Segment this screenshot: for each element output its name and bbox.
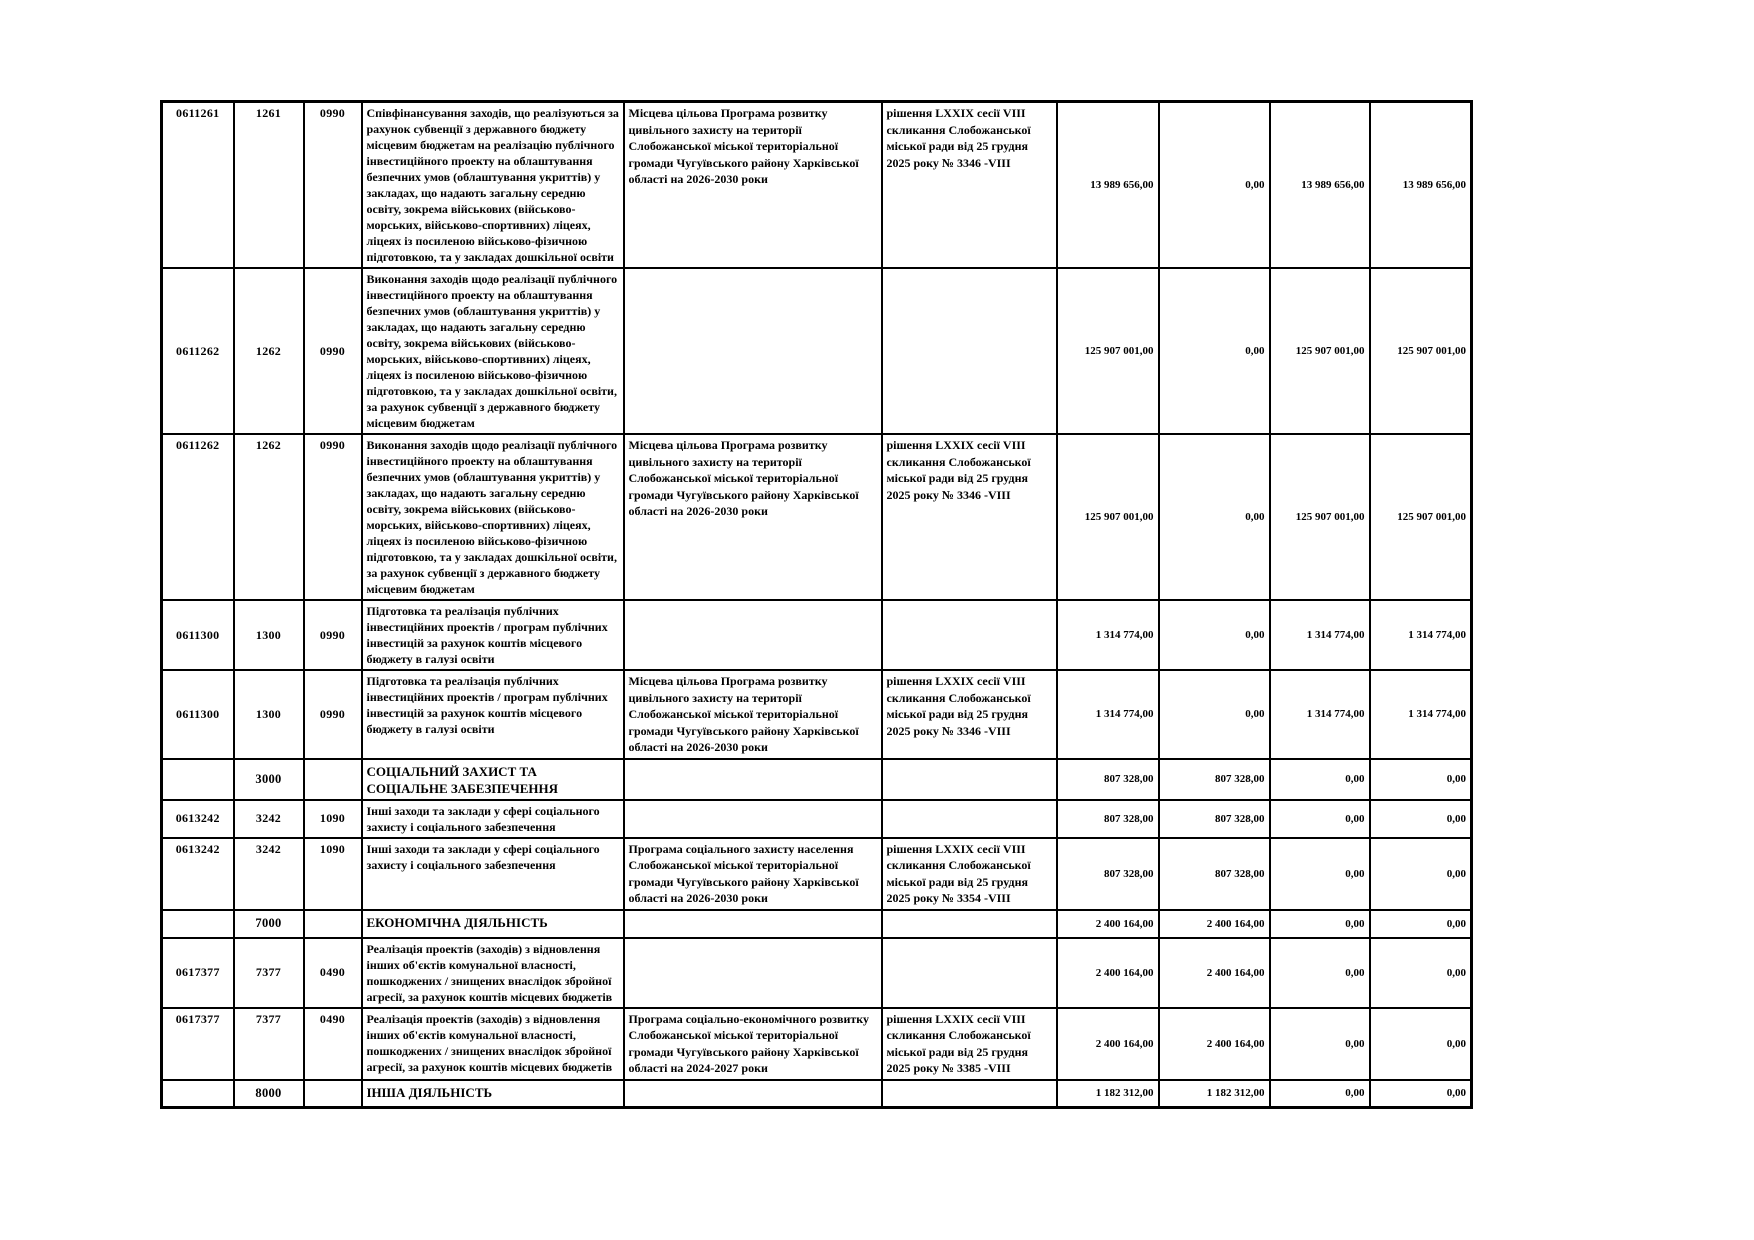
amount-cell: 2 400 164,00 bbox=[1057, 1008, 1159, 1080]
amount-cell: 13 989 656,00 bbox=[1370, 102, 1472, 269]
classification-code-cell: 0990 bbox=[304, 102, 362, 269]
description-cell: Реалізація проектів (заходів) з відновлення інших об'єктів комунальної власності, пошкоджених / знищених внаслідок збройної агресії, за рахунок коштів місцевих бюджетів bbox=[362, 1008, 624, 1080]
functional-code-cell: 3000 bbox=[234, 759, 304, 800]
functional-code-cell: 7377 bbox=[234, 1008, 304, 1080]
amount-cell: 13 989 656,00 bbox=[1270, 102, 1370, 269]
amount-cell: 1 314 774,00 bbox=[1057, 600, 1159, 670]
amount-cell: 1 314 774,00 bbox=[1370, 670, 1472, 759]
functional-code-cell: 1300 bbox=[234, 670, 304, 759]
functional-code-cell: 8000 bbox=[234, 1080, 304, 1108]
amount-cell: 2 400 164,00 bbox=[1159, 1008, 1270, 1080]
functional-code-cell: 1262 bbox=[234, 434, 304, 600]
amount-cell: 0,00 bbox=[1370, 1080, 1472, 1108]
program-name-cell: Місцева цільова Програма розвитку цивільного захисту на території Слобожанської міської територіальної громади Чугуївського району Харківської області на 2026-2030 роки bbox=[624, 102, 882, 269]
amount-cell: 0,00 bbox=[1270, 938, 1370, 1008]
table-row bbox=[162, 800, 1472, 838]
program-code-cell: 0613242 bbox=[162, 838, 234, 910]
amount-cell: 807 328,00 bbox=[1159, 838, 1270, 910]
budget-table bbox=[160, 100, 1473, 1109]
table-row bbox=[162, 838, 1472, 910]
program-code-cell: 0611300 bbox=[162, 600, 234, 670]
decision-reference-cell bbox=[882, 1080, 1057, 1108]
program-name-cell bbox=[624, 800, 882, 838]
program-code-cell: 0611300 bbox=[162, 670, 234, 759]
description-cell: Виконання заходів щодо реалізації публічного інвестиційного проекту на облаштування безпечних умов (облаштування укриттів) у закладах, що надають загальну середню освіту, зокрема військових (військово-морських, військово-спортивних) ліцеях, ліцеях із посиленою військово-фізичною підготовкою, та у закладах дошкільної освіти, за рахунок субвенції з державного бюджету місцевим бюджетам bbox=[362, 268, 624, 434]
amount-cell: 2 400 164,00 bbox=[1159, 938, 1270, 1008]
amount-cell: 0,00 bbox=[1370, 938, 1472, 1008]
amount-cell: 2 400 164,00 bbox=[1159, 910, 1270, 938]
functional-code-cell: 7377 bbox=[234, 938, 304, 1008]
classification-code-cell: 0990 bbox=[304, 268, 362, 434]
classification-code-cell: 0990 bbox=[304, 434, 362, 600]
table-row bbox=[162, 434, 1472, 600]
amount-cell: 1 314 774,00 bbox=[1370, 600, 1472, 670]
program-name-cell: Місцева цільова Програма розвитку цивільного захисту на території Слобожанської міської територіальної громади Чугуївського району Харківської області на 2026-2030 роки bbox=[624, 670, 882, 759]
amount-cell: 807 328,00 bbox=[1159, 759, 1270, 800]
amount-cell: 1 314 774,00 bbox=[1270, 600, 1370, 670]
amount-cell: 0,00 bbox=[1270, 800, 1370, 838]
amount-cell: 125 907 001,00 bbox=[1270, 268, 1370, 434]
description-cell: Інші заходи та заклади у сфері соціального захисту і соціального забезпечення bbox=[362, 838, 624, 910]
classification-code-cell bbox=[304, 759, 362, 800]
description-cell: СОЦІАЛЬНИЙ ЗАХИСТ ТА СОЦІАЛЬНЕ ЗАБЕЗПЕЧЕННЯ bbox=[362, 759, 624, 800]
description-cell: ЕКОНОМІЧНА ДІЯЛЬНІСТЬ bbox=[362, 910, 624, 938]
functional-code-cell: 3242 bbox=[234, 800, 304, 838]
functional-code-cell: 3242 bbox=[234, 838, 304, 910]
amount-cell: 807 328,00 bbox=[1057, 800, 1159, 838]
section-row bbox=[162, 1080, 1472, 1108]
section-row bbox=[162, 910, 1472, 938]
decision-reference-cell bbox=[882, 800, 1057, 838]
classification-code-cell: 1090 bbox=[304, 838, 362, 910]
table-row bbox=[162, 1008, 1472, 1080]
program-code-cell: 0617377 bbox=[162, 1008, 234, 1080]
amount-cell: 125 907 001,00 bbox=[1057, 434, 1159, 600]
program-code-cell: 0611262 bbox=[162, 268, 234, 434]
decision-reference-cell: рішення LXXIX сесії VIII скликання Слобожанської міської ради від 25 грудня 2025 року № 3346 -VIII bbox=[882, 102, 1057, 269]
amount-cell: 0,00 bbox=[1370, 838, 1472, 910]
classification-code-cell bbox=[304, 1080, 362, 1108]
amount-cell: 0,00 bbox=[1270, 1080, 1370, 1108]
decision-reference-cell bbox=[882, 759, 1057, 800]
amount-cell: 0,00 bbox=[1370, 800, 1472, 838]
amount-cell: 0,00 bbox=[1159, 102, 1270, 269]
amount-cell: 1 182 312,00 bbox=[1057, 1080, 1159, 1108]
decision-reference-cell: рішення LXXIX сесії VIII скликання Слобожанської міської ради від 25 грудня 2025 року № 3346 -VIII bbox=[882, 434, 1057, 600]
decision-reference-cell bbox=[882, 268, 1057, 434]
program-name-cell: Місцева цільова Програма розвитку цивільного захисту на території Слобожанської міської територіальної громади Чугуївського району Харківської області на 2026-2030 роки bbox=[624, 434, 882, 600]
amount-cell: 0,00 bbox=[1159, 434, 1270, 600]
program-code-cell bbox=[162, 910, 234, 938]
program-code-cell bbox=[162, 759, 234, 800]
section-row bbox=[162, 759, 1472, 800]
table-row bbox=[162, 102, 1472, 269]
amount-cell: 807 328,00 bbox=[1057, 838, 1159, 910]
program-name-cell bbox=[624, 268, 882, 434]
program-name-cell bbox=[624, 759, 882, 800]
description-cell: ІНША ДІЯЛЬНІСТЬ bbox=[362, 1080, 624, 1108]
amount-cell: 2 400 164,00 bbox=[1057, 910, 1159, 938]
amount-cell: 0,00 bbox=[1370, 910, 1472, 938]
amount-cell: 125 907 001,00 bbox=[1370, 434, 1472, 600]
decision-reference-cell bbox=[882, 600, 1057, 670]
decision-reference-cell bbox=[882, 910, 1057, 938]
budget-table-body bbox=[162, 102, 1472, 1108]
classification-code-cell: 0490 bbox=[304, 1008, 362, 1080]
classification-code-cell: 0490 bbox=[304, 938, 362, 1008]
program-code-cell: 0611262 bbox=[162, 434, 234, 600]
functional-code-cell: 1300 bbox=[234, 600, 304, 670]
program-code-cell bbox=[162, 1080, 234, 1108]
amount-cell: 0,00 bbox=[1370, 759, 1472, 800]
amount-cell: 0,00 bbox=[1159, 268, 1270, 434]
amount-cell: 0,00 bbox=[1370, 1008, 1472, 1080]
description-cell: Реалізація проектів (заходів) з відновлення інших об'єктів комунальної власності, пошкоджених / знищених внаслідок збройної агресії, за рахунок коштів місцевих бюджетів bbox=[362, 938, 624, 1008]
functional-code-cell: 1261 bbox=[234, 102, 304, 269]
program-name-cell bbox=[624, 938, 882, 1008]
classification-code-cell: 0990 bbox=[304, 600, 362, 670]
description-cell: Виконання заходів щодо реалізації публічного інвестиційного проекту на облаштування безпечних умов (облаштування укриттів) у закладах, що надають загальну середню освіту, зокрема військових (військово-морських, військово-спортивних) ліцеях, ліцеях із посиленою військово-фізичною підготовкою, та у закладах дошкільної освіти, за рахунок субвенції з державного бюджету місцевим бюджетам bbox=[362, 434, 624, 600]
program-name-cell bbox=[624, 600, 882, 670]
amount-cell: 125 907 001,00 bbox=[1370, 268, 1472, 434]
program-code-cell: 0613242 bbox=[162, 800, 234, 838]
classification-code-cell: 1090 bbox=[304, 800, 362, 838]
decision-reference-cell bbox=[882, 938, 1057, 1008]
functional-code-cell: 7000 bbox=[234, 910, 304, 938]
amount-cell: 0,00 bbox=[1270, 838, 1370, 910]
amount-cell: 1 314 774,00 bbox=[1057, 670, 1159, 759]
decision-reference-cell: рішення LXXIX сесії VIII скликання Слобожанської міської ради від 25 грудня 2025 року № 3346 -VIII bbox=[882, 670, 1057, 759]
amount-cell: 125 907 001,00 bbox=[1057, 268, 1159, 434]
program-code-cell: 0617377 bbox=[162, 938, 234, 1008]
description-cell: Співфінансування заходів, що реалізуються за рахунок субвенції з державного бюджету місцевим бюджетам на реалізацію публічного інвестиційного проекту на облаштування безпечних умов (облаштування укриттів) у закладах, що надають загальну середню освіту, зокрема військових (військово-морських, військово-спортивних) ліцеях, ліцеях із посиленою військово-фізичною підготовкою, та у закладах дошкільної освіти bbox=[362, 102, 624, 269]
amount-cell: 13 989 656,00 bbox=[1057, 102, 1159, 269]
amount-cell: 0,00 bbox=[1159, 600, 1270, 670]
table-row bbox=[162, 938, 1472, 1008]
amount-cell: 1 314 774,00 bbox=[1270, 670, 1370, 759]
amount-cell: 0,00 bbox=[1270, 1008, 1370, 1080]
amount-cell: 0,00 bbox=[1270, 759, 1370, 800]
decision-reference-cell: рішення LXXIX сесії VIII скликання Слобожанської міської ради від 25 грудня 2025 року № 3354 -VIII bbox=[882, 838, 1057, 910]
amount-cell: 0,00 bbox=[1270, 910, 1370, 938]
functional-code-cell: 1262 bbox=[234, 268, 304, 434]
description-cell: Інші заходи та заклади у сфері соціального захисту і соціального забезпечення bbox=[362, 800, 624, 838]
program-name-cell: Програма соціально-економічного розвитку Слобожанської міської територіальної громади Чугуївського району Харківської області на 2024-2027 роки bbox=[624, 1008, 882, 1080]
classification-code-cell bbox=[304, 910, 362, 938]
table-row bbox=[162, 670, 1472, 759]
table-row bbox=[162, 268, 1472, 434]
program-code-cell: 0611261 bbox=[162, 102, 234, 269]
amount-cell: 807 328,00 bbox=[1159, 800, 1270, 838]
decision-reference-cell: рішення LXXIX сесії VIII скликання Слобожанської міської ради від 25 грудня 2025 року № 3385 -VIII bbox=[882, 1008, 1057, 1080]
amount-cell: 125 907 001,00 bbox=[1270, 434, 1370, 600]
amount-cell: 0,00 bbox=[1159, 670, 1270, 759]
amount-cell: 1 182 312,00 bbox=[1159, 1080, 1270, 1108]
program-name-cell: Програма соціального захисту населення Слобожанської міської територіальної громади Чугуївського району Харківської області на 2026-2030 роки bbox=[624, 838, 882, 910]
classification-code-cell: 0990 bbox=[304, 670, 362, 759]
amount-cell: 807 328,00 bbox=[1057, 759, 1159, 800]
table-row bbox=[162, 600, 1472, 670]
program-name-cell bbox=[624, 1080, 882, 1108]
amount-cell: 2 400 164,00 bbox=[1057, 938, 1159, 1008]
description-cell: Підготовка та реалізація публічних інвестиційних проектів / програм публічних інвестицій за рахунок коштів місцевого бюджету в галузі освіти bbox=[362, 600, 624, 670]
program-name-cell bbox=[624, 910, 882, 938]
description-cell: Підготовка та реалізація публічних інвестиційних проектів / програм публічних інвестицій за рахунок коштів місцевого бюджету в галузі освіти bbox=[362, 670, 624, 759]
